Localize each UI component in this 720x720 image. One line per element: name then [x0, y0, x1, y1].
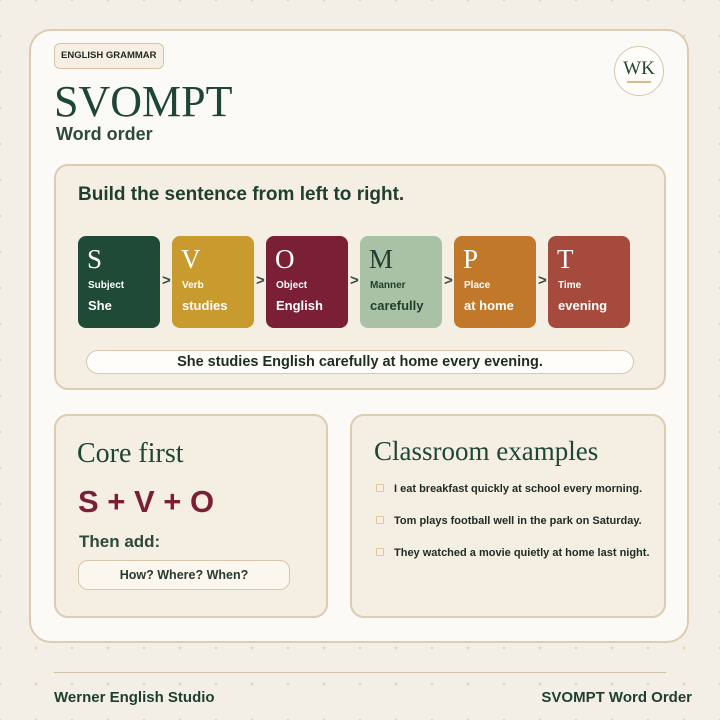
- example-text: They watched a movie quietly at home last night.: [394, 547, 650, 559]
- examples-heading: Classroom examples: [374, 436, 599, 466]
- tile-role: Time: [558, 280, 582, 291]
- studio-logo: [614, 46, 664, 96]
- tile-letter: T: [557, 244, 574, 274]
- arrow-separator: >: [444, 272, 453, 289]
- footer-studio-name: Werner English Studio: [54, 689, 215, 706]
- tile-word: She: [88, 298, 112, 313]
- core-formula: S + V + O: [78, 484, 215, 519]
- arrow-separator: >: [162, 272, 171, 289]
- tile-word: English: [276, 298, 323, 313]
- list-item: [376, 547, 650, 559]
- footer-topic: SVOMPT Word Order: [541, 689, 692, 706]
- tile-role: Verb: [182, 280, 204, 291]
- tile-letter: S: [87, 244, 103, 274]
- example-text: I eat breakfast quickly at school every morning.: [394, 483, 643, 495]
- example-text: Tom plays football well in the park on Saturday.: [394, 515, 642, 527]
- tile-role: Object: [276, 280, 308, 291]
- arrow-separator: >: [350, 272, 359, 289]
- tile-word: studies: [182, 298, 228, 313]
- tile-verb: [172, 236, 254, 328]
- list-item: [376, 483, 642, 495]
- bullet-square-icon: [376, 548, 384, 556]
- page-title: SVOMPT: [54, 77, 233, 126]
- bullet-square-icon: [376, 484, 384, 492]
- tile-letter: V: [181, 244, 201, 274]
- tile-letter: O: [275, 244, 295, 274]
- footer-divider: [54, 672, 666, 673]
- arrow-separator: >: [538, 272, 547, 289]
- builder-heading: Build the sentence from left to right.: [78, 184, 405, 205]
- core-heading: Core first: [77, 438, 184, 469]
- tile-role: Subject: [88, 280, 125, 291]
- category-badge: ENGLISH GRAMMAR: [54, 43, 164, 69]
- tile-role: Manner: [370, 280, 406, 291]
- tile-letter: P: [463, 244, 479, 274]
- tile-subject: [78, 236, 160, 328]
- bullet-square-icon: [376, 516, 384, 524]
- tile-time: [548, 236, 630, 328]
- list-item: [376, 515, 642, 527]
- page-subtitle: Word order: [56, 124, 153, 144]
- logo-underline: [627, 81, 651, 83]
- arrow-separator: >: [256, 272, 265, 289]
- example-sentence: She studies English carefully at home every evening.: [86, 350, 634, 374]
- tile-word: carefully: [370, 298, 424, 313]
- tile-place: [454, 236, 536, 328]
- tile-letter: M: [369, 244, 394, 274]
- tile-role: Place: [464, 280, 491, 291]
- then-add-label: Then add:: [79, 532, 161, 551]
- tile-object: [266, 236, 348, 328]
- tile-word: at home: [464, 298, 514, 313]
- questions-pill: How? Where? When?: [78, 560, 290, 590]
- tile-manner: [360, 236, 442, 328]
- logo-initials: WK: [623, 58, 655, 79]
- tile-word: evening: [558, 298, 608, 313]
